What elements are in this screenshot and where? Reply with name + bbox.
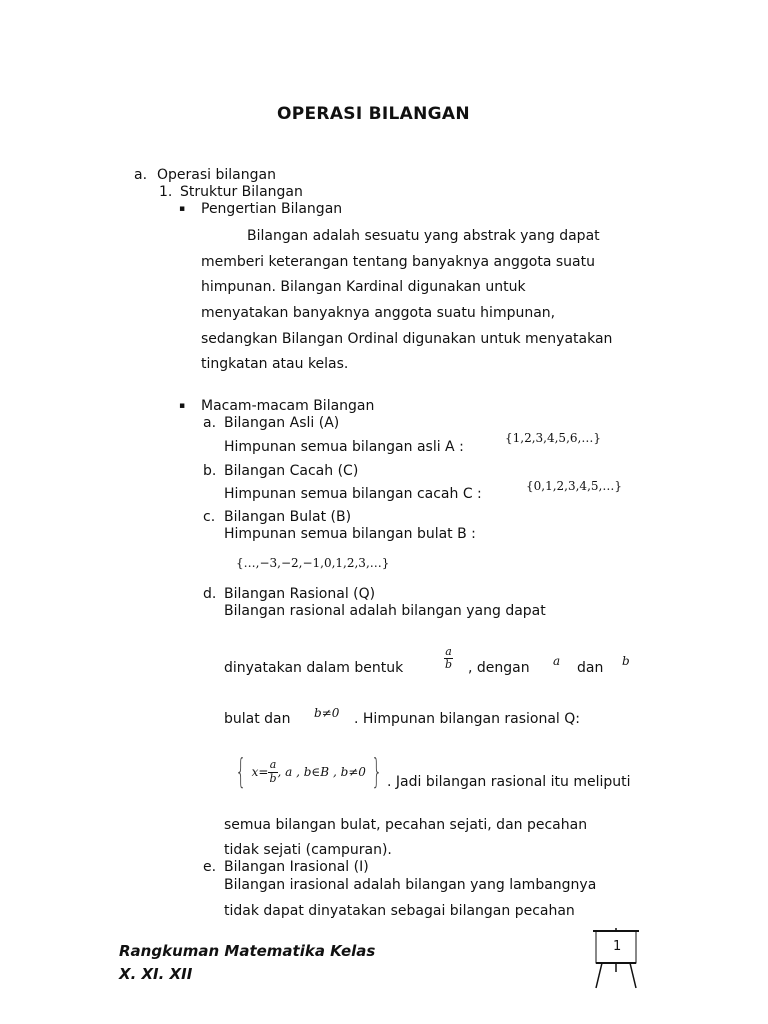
item-d-line3-pre: bulat dan xyxy=(224,711,291,727)
item-d-dan: dan xyxy=(577,660,604,676)
easel-icon xyxy=(590,928,646,990)
item-d-label: Bilangan Rasional (Q) xyxy=(224,586,376,602)
item-d-cond: b≠0 xyxy=(314,706,340,720)
paragraph-line: Bilangan adalah sesuatu yang abstrak yang dapat xyxy=(247,228,600,244)
item-e-marker: e. xyxy=(203,859,217,875)
bullet-pengertian-label: Pengertian Bilangan xyxy=(201,201,343,217)
bullet-macam-label: Macam-macam Bilangan xyxy=(201,398,375,414)
rational-set-x: x= xyxy=(251,765,269,779)
item-d-line5: semua bilangan bulat, pecahan sejati, dan pecahan xyxy=(224,817,588,833)
paragraph-line: memberi keterangan tentang banyaknya anggota suatu xyxy=(201,254,595,270)
item-c-desc: Himpunan semua bilangan bulat B : xyxy=(224,526,476,542)
fraction-a-over-b xyxy=(444,646,453,671)
bullet-icon: ▪ xyxy=(179,204,186,214)
var-a: a xyxy=(553,654,561,668)
paragraph-line: himpunan. Bilangan Kardinal digunakan untuk xyxy=(201,279,526,295)
paragraph-line: tingkatan atau kelas. xyxy=(201,356,349,372)
bullet-icon: ▪ xyxy=(179,401,186,411)
page-number: 1 xyxy=(613,939,622,954)
paragraph-line: sedangkan Bilangan Ordinal digunakan untuk menyatakan xyxy=(201,331,613,347)
footer-text xyxy=(119,940,375,986)
sub-1-marker: 1. xyxy=(159,184,173,200)
item-b-marker: b. xyxy=(203,463,217,479)
section-a-marker: a. xyxy=(134,167,148,183)
item-b-label: Bilangan Cacah (C) xyxy=(224,463,359,479)
item-d-line2-mid: , dengan xyxy=(468,660,530,676)
item-d-line3-post: . Himpunan bilangan rasional Q: xyxy=(354,711,581,727)
item-b-set: {0,1,2,3,4,5,…} xyxy=(526,479,622,493)
footer-line2: X. XI. XII xyxy=(119,965,193,983)
item-d-marker: d. xyxy=(203,586,217,602)
item-e-label: Bilangan Irasional (I) xyxy=(224,859,369,875)
item-b-desc: Himpunan semua bilangan cacah C : xyxy=(224,486,482,502)
paragraph-line: menyatakan banyaknya anggota suatu himpunan, xyxy=(201,305,556,321)
fraction-numerator: a xyxy=(445,645,452,658)
item-c-marker: c. xyxy=(203,509,216,525)
section-a-label: Operasi bilangan xyxy=(157,167,276,183)
item-d-line1: Bilangan rasional adalah bilangan yang dapat xyxy=(224,603,546,619)
item-d-line6: tidak sejati (campuran). xyxy=(224,842,392,858)
item-d-line2-pre: dinyatakan dalam bentuk xyxy=(224,660,404,676)
item-a-label: Bilangan Asli (A) xyxy=(224,415,340,431)
sub-1-label: Struktur Bilangan xyxy=(180,184,303,200)
rational-set-rest: , a , b∈B , b≠0 xyxy=(277,765,366,779)
item-a-marker: a. xyxy=(203,415,217,431)
fraction-denominator: b xyxy=(445,658,453,672)
item-a-desc: Himpunan semua bilangan asli A : xyxy=(224,439,464,455)
page-title: OPERASI BILANGAN xyxy=(277,104,470,124)
item-c-set: {…,−3,−2,−1,0,1,2,3,…} xyxy=(236,556,390,570)
item-d-line4-post: . Jadi bilangan rasional itu meliputi xyxy=(387,774,631,790)
item-a-set: {1,2,3,4,5,6,…} xyxy=(505,431,601,445)
rational-set: { x= $\frac{a}{b}$ , a , b∈B , b≠0 } xyxy=(235,752,383,792)
var-b: b xyxy=(622,654,630,668)
footer-line1: Rangkuman Matematika Kelas xyxy=(119,942,376,960)
page-number-easel-icon xyxy=(590,928,646,993)
item-e-line1: Bilangan irasional adalah bilangan yang lambangnya xyxy=(224,877,597,893)
item-e-line2: tidak dapat dinyatakan sebagai bilangan pecahan xyxy=(224,903,575,919)
item-c-label: Bilangan Bulat (B) xyxy=(224,509,352,525)
